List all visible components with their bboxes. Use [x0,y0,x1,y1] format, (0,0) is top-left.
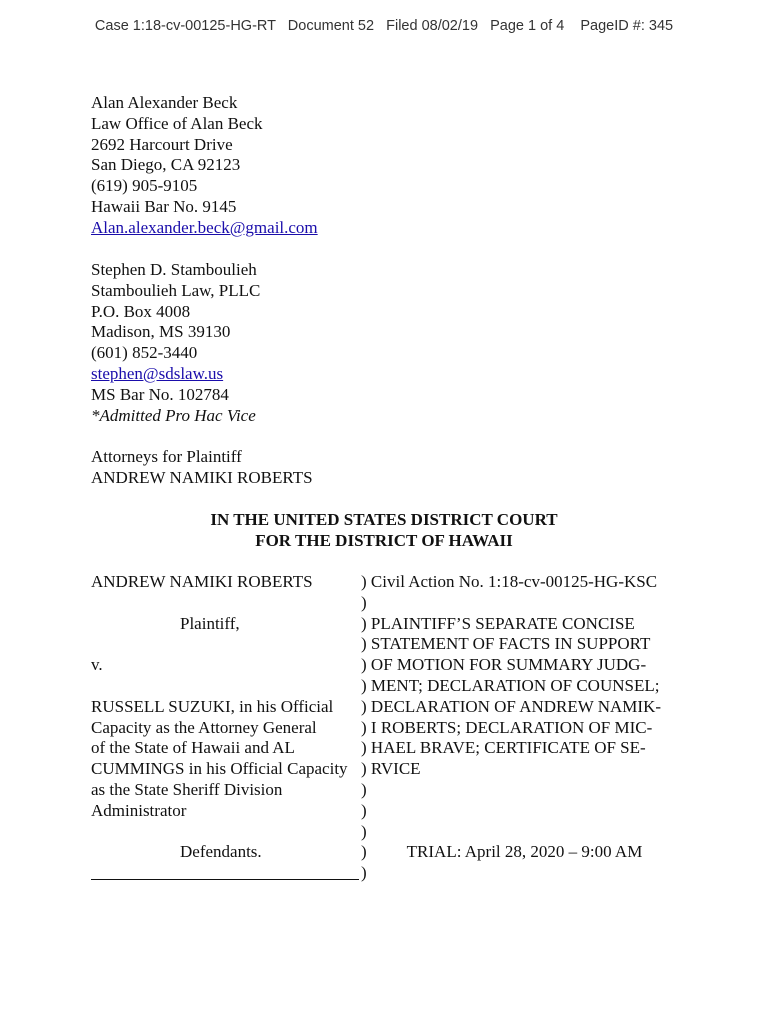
phone-number: (601) 852-3440 [91,343,198,363]
caption-title-column [361,572,691,884]
firm-name: Stamboulieh Law, PLLC [91,280,261,300]
plaintiff-name: ANDREW NAMIKI ROBERTS [91,572,313,591]
caption-parties [91,572,359,884]
paren-mark: ) [361,842,367,862]
caption-spacer [91,634,359,655]
document-title-line: ) OF MOTION FOR SUMMARY JUDG- [361,655,647,675]
document-title-line: ) PLAINTIFF’S SEPARATE CONCISE [361,613,635,633]
civil-action-number: ) Civil Action No. 1:18-cv-00125-HG-KSC [361,572,658,591]
defendant-line: RUSSELL SUZUKI, in his Official [91,696,334,716]
street-address: P.O. Box 4008 [91,301,191,321]
paren-line: ) [361,779,367,799]
email-link[interactable]: stephen@sdslaw.us [91,363,224,383]
caption-spacer [91,676,359,697]
court-title-line-2: FOR THE DISTRICT OF HAWAII [255,531,513,550]
court-title-line-1: IN THE UNITED STATES DISTRICT COURT [210,510,558,529]
represented-party: ANDREW NAMIKI ROBERTS [91,467,313,487]
document-title-line: ) I ROBERTS; DECLARATION OF MIC- [361,717,653,737]
document-title-line: ) HAEL BRAVE; CERTIFICATE OF SE- [361,738,646,758]
defendant-line: CUMMINGS in his Official Capacity [91,759,348,779]
phone-number: (619) 905-9105 [91,176,198,196]
street-address: 2692 Harcourt Drive [91,134,233,154]
defendant-line: Administrator [91,800,187,820]
court-title [0,509,768,551]
attorney-name: Alan Alexander Beck [91,93,238,112]
caption-spacer [91,822,359,843]
attorneys-for-block [91,447,313,489]
document-title-line: ) DECLARATION OF ANDREW NAMIK- [361,696,662,716]
paren-line: ) [361,592,367,612]
email-link[interactable]: Alan.alexander.beck@gmail.com [91,217,318,237]
trial-line [361,842,691,863]
firm-name: Law Office of Alan Beck [91,113,263,133]
versus-label: v. [91,655,103,675]
paren-line: ) [361,821,367,841]
case-header: Case 1:18-cv-00125-HG-RT Document 52 Filed 08/02/19 Page 1 of 4 PageID #: 345 [94,18,674,34]
document-title-line: ) MENT; DECLARATION OF COUNSEL; [361,675,660,695]
defendant-line: Capacity as the Attorney General [91,717,317,737]
paren-line: ) [361,863,367,883]
defendant-line: of the State of Hawaii and AL [91,738,295,758]
document-title-line: ) RVICE [361,759,421,779]
pro-hac-vice-note: *Admitted Pro Hac Vice [91,405,256,425]
document-title-line: ) STATEMENT OF FACTS IN SUPPORT [361,634,651,654]
counsel-block-1 [91,93,318,239]
bar-number: Hawaii Bar No. 9145 [91,196,237,216]
city-state-zip: San Diego, CA 92123 [91,155,241,175]
caption-spacer [91,593,359,614]
counsel-block-2 [91,260,260,426]
attorney-name: Stephen D. Stamboulieh [91,260,257,279]
city-state-zip: Madison, MS 39130 [91,322,231,342]
defendant-line: as the State Sheriff Division [91,779,283,799]
caption-underline [91,863,359,884]
attorneys-for-label: Attorneys for Plaintiff [91,447,242,466]
bar-number: MS Bar No. 102784 [91,384,229,404]
paren-line: ) [361,800,367,820]
trial-date: TRIAL: April 28, 2020 – 9:00 AM [406,842,643,862]
plaintiff-label: Plaintiff, [180,613,240,633]
defendants-label: Defendants. [180,842,262,862]
